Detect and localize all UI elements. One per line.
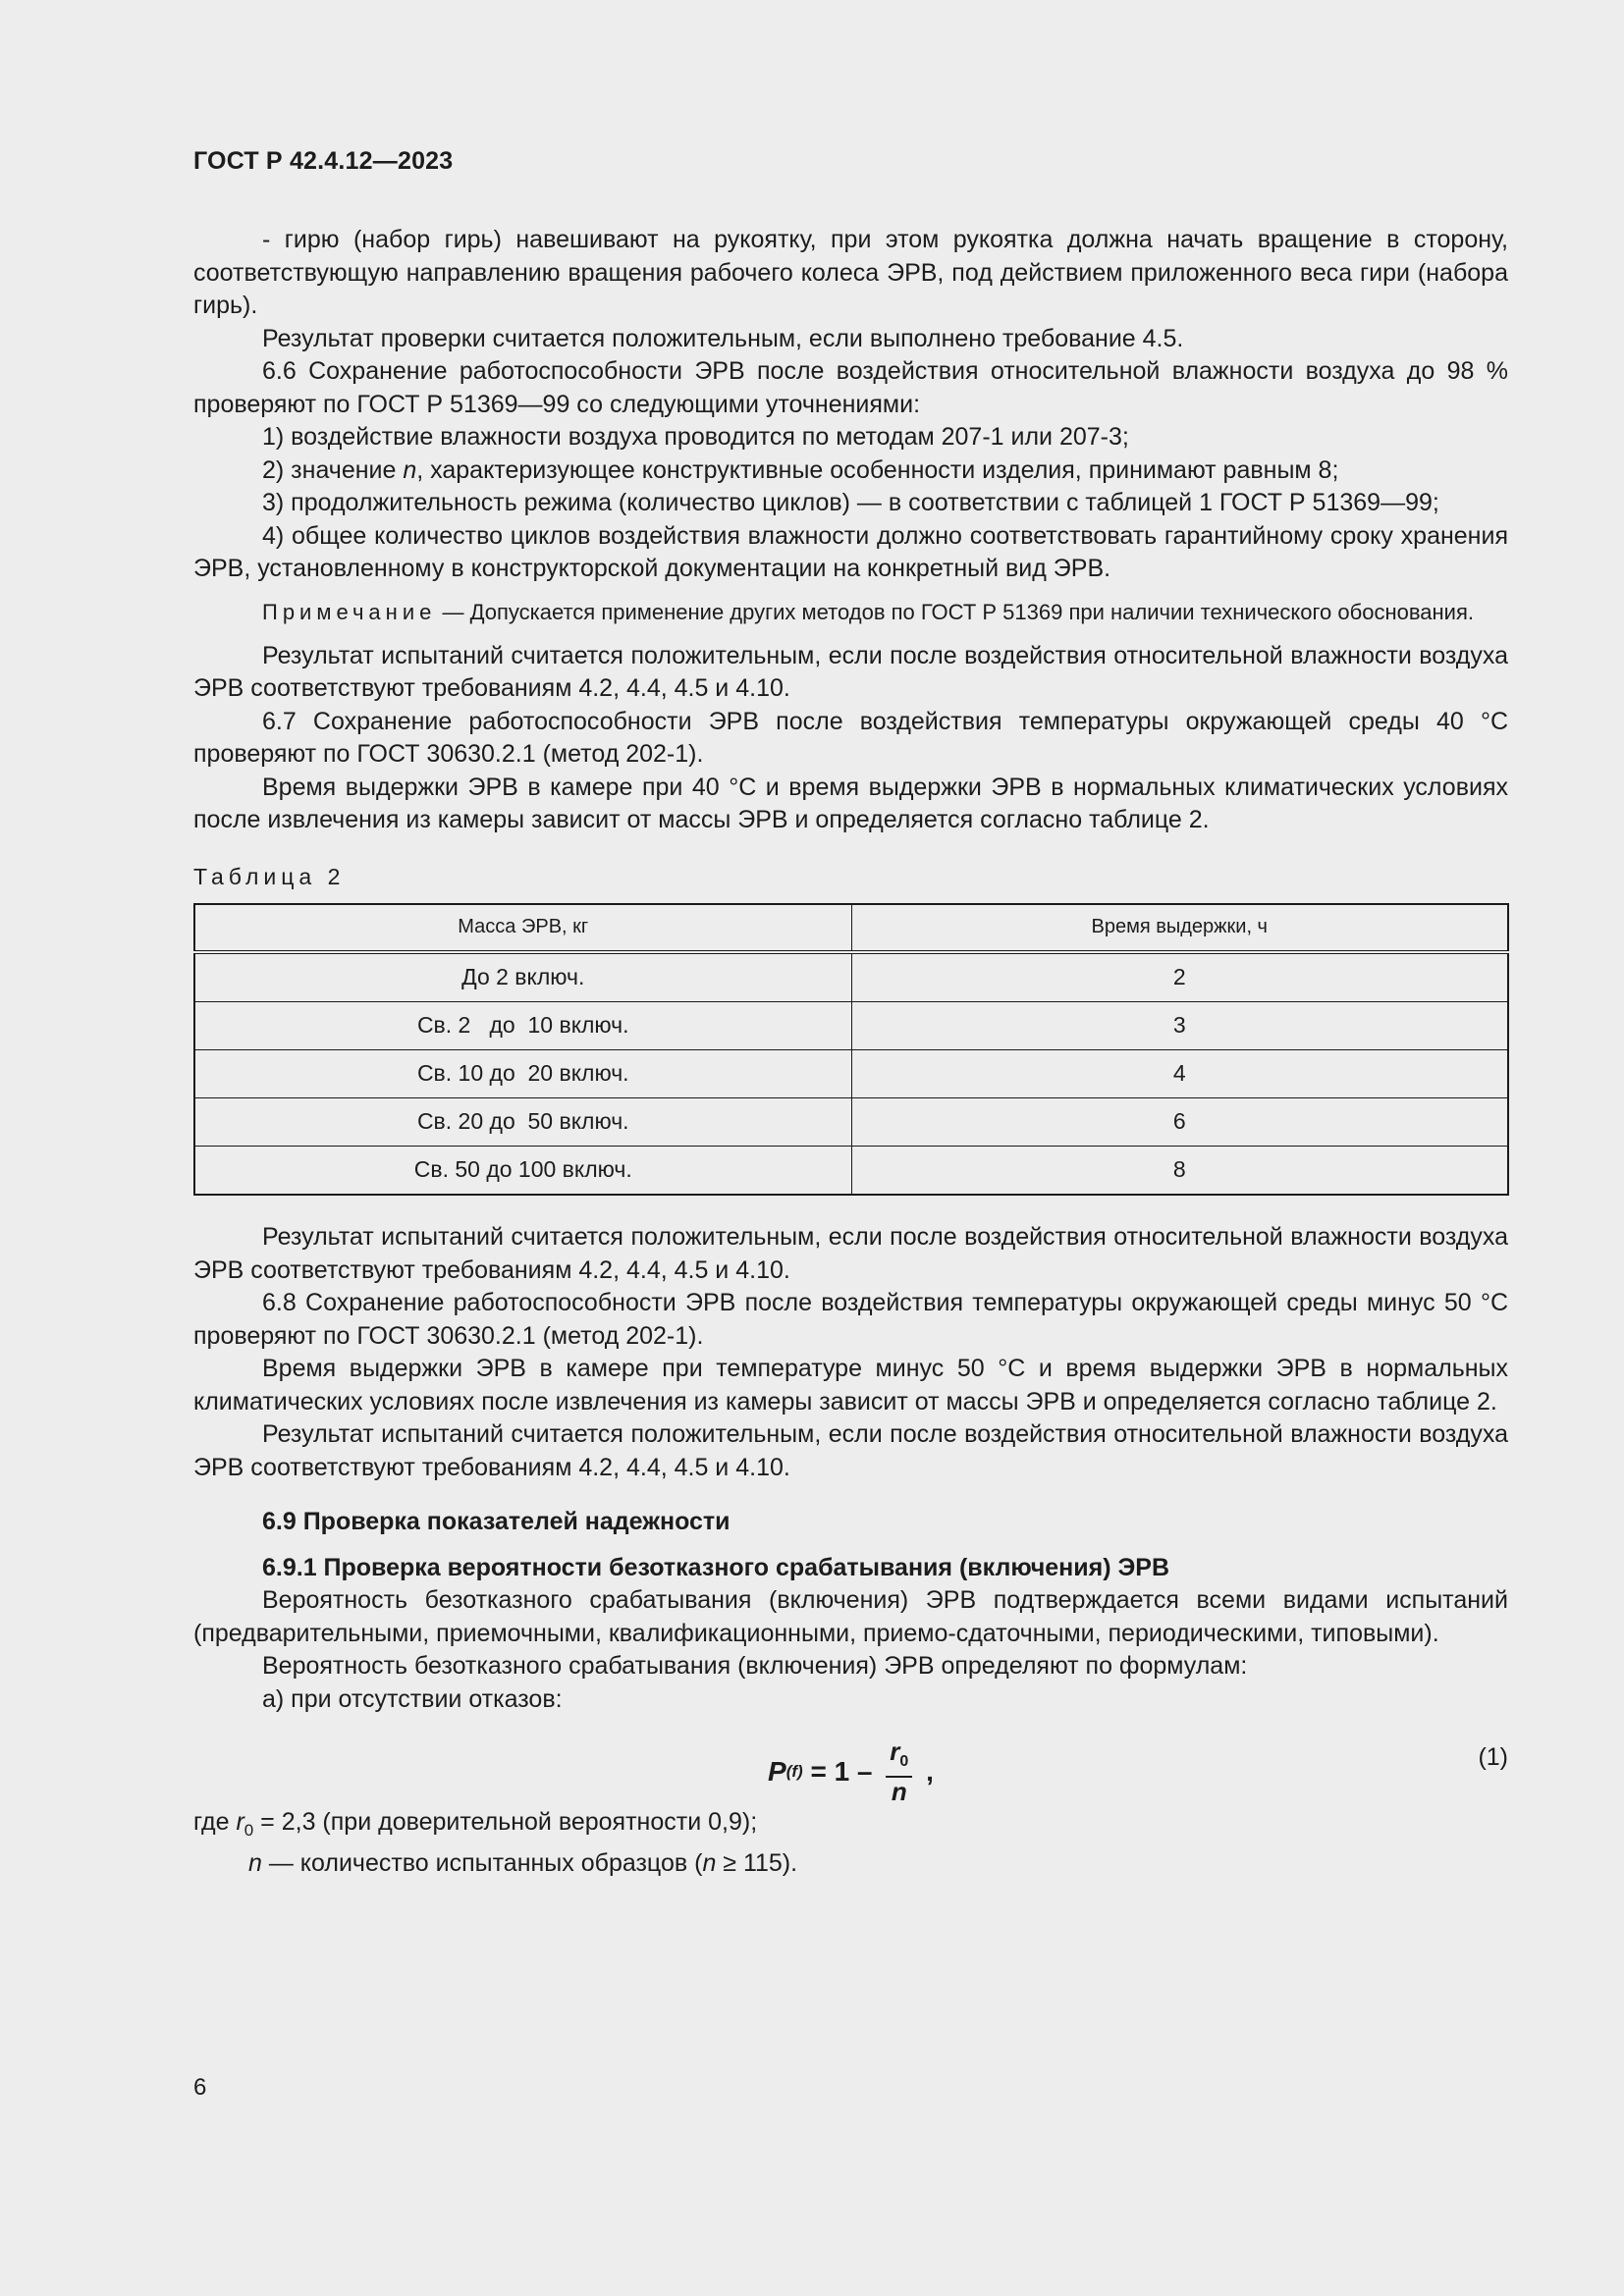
where-text: = 2,3 (при доверительной вероятности 0,9); — [253, 1808, 758, 1836]
table-row — [194, 1050, 1508, 1098]
list-item: 3) продолжительность режима (количество циклов) — в соответствии с таблицей 1 ГОСТ Р 51369—99; — [262, 489, 1439, 516]
numerator-subscript: 0 — [899, 1753, 909, 1771]
data-table — [193, 903, 1509, 1196]
paragraph: Результат испытаний считается положительным, если после воздействия относительной влажности воздуха ЭРВ соответствуют требованиям 4.2, 4.4, 4.5 и 4.10. — [193, 641, 1508, 702]
table-row — [194, 952, 1508, 1002]
list-item — [193, 454, 1508, 488]
paragraph: Вероятность безотказного срабатывания (включения) ЭРВ подтверждается всеми видами испытаний (предварительными, приемочными, квалификационными, приемо-сдаточными, периодическими, типовыми). — [193, 1586, 1508, 1647]
paragraph: 6.8 Сохранение работоспособности ЭРВ после воздействия температуры окружающей среды минус 50 °С проверяют по ГОСТ 30630.2.1 (метод 202-1). — [193, 1289, 1508, 1350]
paragraph: Время выдержки ЭРВ в камере при 40 °С и время выдержки ЭРВ в нормальных климатических условиях после извлечения из камеры зависит от массы ЭРВ и определяется согласно таблице 2. — [193, 773, 1508, 833]
variable-r: r — [236, 1808, 244, 1836]
table-row — [194, 1098, 1508, 1147]
numerator-var: r — [890, 1736, 900, 1766]
document-code: ГОСТ Р 42.4.12—2023 — [193, 147, 454, 175]
where-text: — количество испытанных образцов ( — [261, 1848, 703, 1877]
table-cell: 3 — [851, 1002, 1508, 1050]
paragraph: - гирю (набор гирь) навешивают на рукоятку, при этом рукоятка должна начать вращение в сторону, соответствующую направлению вращения рабочего колеса ЭРВ, под действием приложенного веса гири (набора гирь). — [193, 226, 1508, 319]
where-line — [248, 1847, 1508, 1881]
paragraph: Время выдержки ЭРВ в камере при температуре минус 50 °С и время выдержки ЭРВ в нормальных климатических условиях после извлечения из камеры зависит от массы ЭРВ и определяется согласно таблице 2. — [193, 1355, 1508, 1415]
variable-n: n — [702, 1848, 717, 1877]
section-heading: 6.9 Проверка показателей надежности — [262, 1508, 731, 1535]
table-cell: 2 — [851, 952, 1508, 1002]
paragraph: Вероятность безотказного срабатывания (включения) ЭРВ определяют по формулам: — [262, 1652, 1248, 1680]
paragraph: Результат испытаний считается положительным, если после воздействия относительной влажности воздуха ЭРВ соответствуют требованиям 4.2, 4.4, 4.5 и 4.10. — [193, 1420, 1508, 1481]
table-cell: Св. 20 до 50 включ. — [194, 1098, 851, 1147]
list-item: 1) воздействие влажности воздуха проводится по методам 207-1 или 207-3; — [262, 423, 1129, 451]
paragraph: а) при отсутствии отказов: — [262, 1684, 563, 1713]
variable-r-subscript: 0 — [244, 1821, 254, 1840]
formula — [768, 1737, 934, 1805]
fraction-denominator: n — [891, 1777, 907, 1807]
equation-number: (1) — [1478, 1743, 1508, 1771]
paragraph: Результат испытаний считается положительным, если после воздействия относительной влажности воздуха ЭРВ соответствуют требованиям 4.2, 4.4, 4.5 и 4.10. — [193, 1223, 1508, 1284]
table-row — [194, 1002, 1508, 1050]
formula-tail: , — [918, 1755, 934, 1787]
where-line — [193, 1806, 1508, 1847]
list-item-text: , характеризующее конструктивные особенности изделия, принимают равным 8; — [416, 455, 1339, 484]
table-row — [194, 1147, 1508, 1196]
formula-lhs-subscript: (f) — [785, 1761, 803, 1781]
table-cell: До 2 включ. — [194, 952, 851, 1002]
where-text: ≥ 115). — [716, 1848, 798, 1877]
fraction-numerator — [886, 1737, 912, 1778]
list-item-text: 2) значение — [262, 455, 404, 484]
variable-n: n — [403, 455, 417, 484]
paragraph: 6.6 Сохранение работоспособности ЭРВ после воздействия относительной влажности воздуха до 98 % проверяют по ГОСТ Р 51369—99 со следующими уточнениями: — [193, 357, 1508, 418]
variable-n: n — [248, 1848, 262, 1877]
formula-row — [193, 1728, 1508, 1807]
subsection-heading: 6.9.1 Проверка вероятности безотказного срабатывания (включения) ЭРВ — [262, 1553, 1169, 1581]
table-cell: 6 — [851, 1098, 1508, 1147]
table-cell: Св. 2 до 10 включ. — [194, 1002, 851, 1050]
note-text: — Допускается применение других методов по ГОСТ Р 51369 при наличии технического обоснования. — [436, 599, 1474, 624]
formula-fraction — [886, 1737, 912, 1805]
table-header-row — [194, 904, 1508, 952]
formula-lhs: P — [768, 1755, 786, 1787]
where-prefix: где — [193, 1808, 237, 1836]
column-header-mass: Масса ЭРВ, кг — [194, 904, 851, 952]
list-item: 4) общее количество циклов воздействия влажности должно соответствовать гарантийному сроку хранения ЭРВ, установленному в конструкторской документации на конкретный вид ЭРВ. — [193, 521, 1508, 582]
note-label: Примечание — [262, 599, 437, 624]
table-cell: 4 — [851, 1050, 1508, 1098]
column-header-time: Время выдержки, ч — [851, 904, 1508, 952]
table-cell: 8 — [851, 1147, 1508, 1196]
table-caption: Таблица 2 — [193, 863, 346, 889]
paragraph: Результат проверки считается положительным, если выполнено требование 4.5. — [262, 324, 1184, 352]
formula-equals: = 1 – — [802, 1755, 881, 1787]
table-cell: Св. 10 до 20 включ. — [194, 1050, 851, 1098]
table-cell: Св. 50 до 100 включ. — [194, 1147, 851, 1196]
paragraph: 6.7 Сохранение работоспособности ЭРВ после воздействия температуры окружающей среды 40 °С проверяют по ГОСТ 30630.2.1 (метод 202-1). — [193, 707, 1508, 768]
document-body — [193, 224, 1508, 1880]
page-number: 6 — [193, 2074, 207, 2101]
note — [193, 598, 1508, 627]
